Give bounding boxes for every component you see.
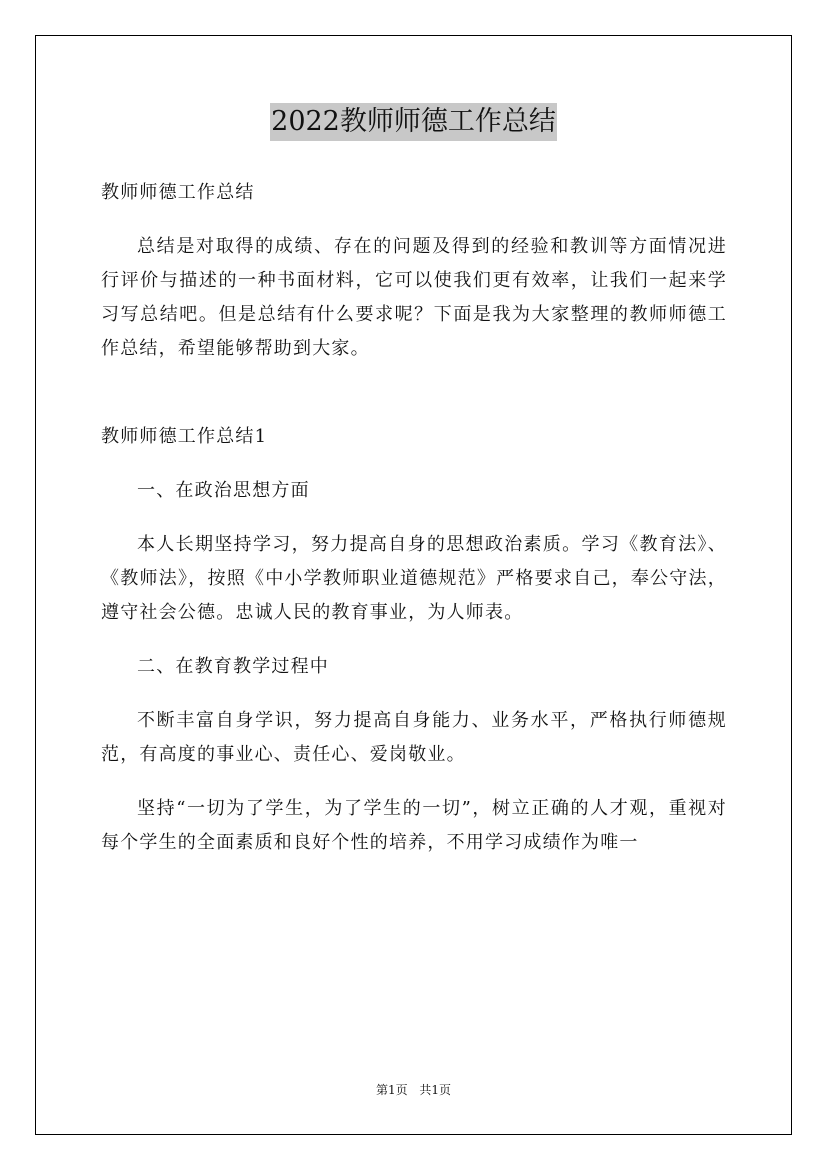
page-total: 共1页	[419, 1083, 452, 1097]
title-container	[0, 103, 827, 141]
part2-paragraph-2: 坚持“一切为了学生，为了学生的一切”，树立正确的人才观，重视对每个学生的全面素质和良好个性的培养，不用学习成绩作为唯一	[101, 798, 727, 853]
section-heading: 教师师德工作总结1	[101, 426, 268, 447]
part1-paragraph: 本人长期坚持学习，努力提高自身的思想政治素质。学习《教育法》、《教师法》，按照《中小学教师职业道德规范》严格要求自己，奉公守法，遵守社会公德。忠诚人民的教育事业，为人师表。	[101, 534, 727, 623]
page-number: 第1页	[375, 1083, 408, 1097]
document-title: 2022教师师德工作总结	[270, 103, 557, 141]
part2-heading: 二、在教育教学过程中	[137, 656, 329, 677]
subtitle: 教师师德工作总结	[101, 182, 255, 203]
page-footer	[0, 1082, 827, 1098]
part1-heading: 一、在政治思想方面	[137, 480, 310, 501]
document-body	[101, 176, 727, 880]
part2-paragraph-1: 不断丰富自身学识，努力提高自身能力、业务水平，严格执行师德规范，有高度的事业心、责任心、爱岗敬业。	[101, 710, 727, 765]
intro-paragraph: 总结是对取得的成绩、存在的问题及得到的经验和教训等方面情况进行评价与描述的一种书面材料，它可以使我们更有效率，让我们一起来学习写总结吧。但是总结有什么要求呢？下面是我为大家整理的教师师德工作总结，希望能够帮助到大家。	[101, 236, 727, 359]
